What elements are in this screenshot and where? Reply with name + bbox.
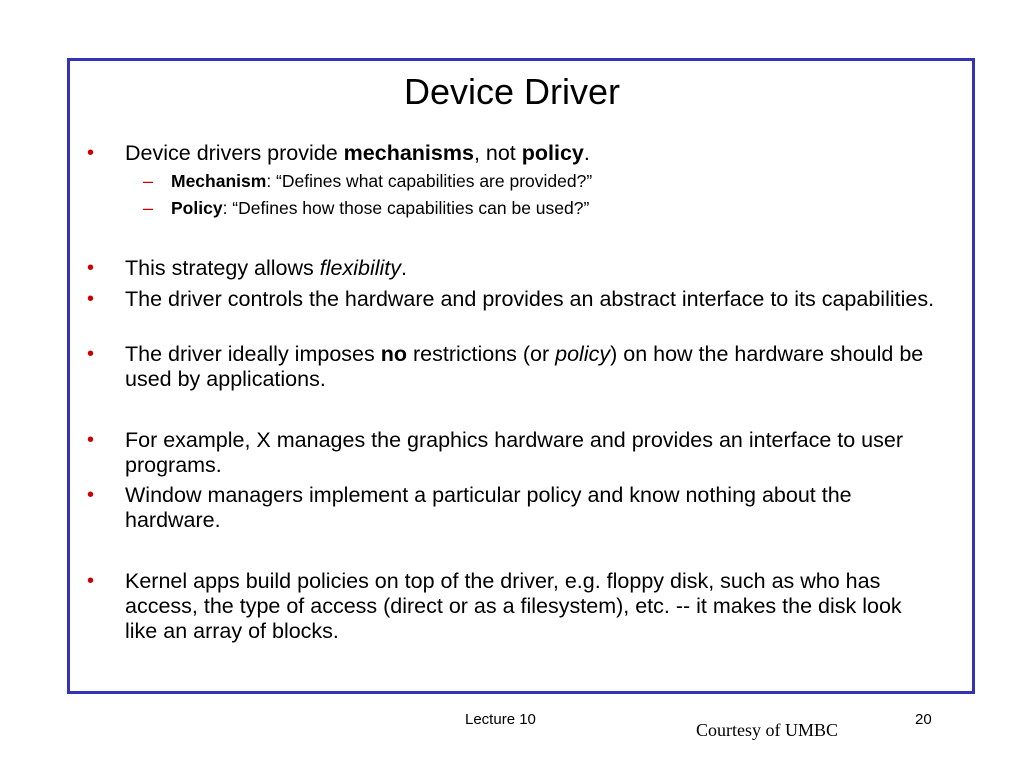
subbullet-mechanism: – Mechanism: “Defines what capabilities are provided?” (143, 171, 593, 191)
bullet-marker: • (87, 484, 95, 506)
bullet-window-managers: • Window managers implement a particular policy and know nothing about the hardware. (87, 483, 852, 532)
bullet-marker: • (87, 142, 95, 164)
bullet-marker: • (87, 570, 95, 592)
bullet-marker: • (87, 257, 95, 279)
bullet-x-example: • For example, X manages the graphics hardware and provides an interface to user programs. (87, 428, 904, 477)
bullet-flexibility: • This strategy allows flexibility. (87, 256, 407, 280)
bullet-kernel-apps: • Kernel apps build policies on top of the driver, e.g. floppy disk, such as who has access, the type of access (direct or as a filesystem), etc. -- it makes the disk look like an array of blocks. (87, 569, 902, 643)
bullet-mechanisms-policy: • Device drivers provide mechanisms, not policy. (87, 141, 590, 165)
footer-courtesy: Courtesy of UMBC (696, 720, 839, 740)
slide-title: Device Driver (403, 71, 621, 112)
bullet-no-restrictions: • The driver ideally imposes no restrictions (or policy) on how the hardware should be used by applications. (87, 342, 924, 391)
bullet-marker: • (87, 429, 95, 451)
subbullet-policy: – Policy: “Defines how those capabilities can be used?” (143, 198, 590, 218)
footer-lecture-label: Lecture 10 (465, 711, 536, 728)
slide-number: 20 (915, 711, 932, 728)
subbullet-marker: – (143, 171, 154, 191)
bullet-driver-controls: • The driver controls the hardware and provides an abstract interface to its capabilities. (87, 287, 935, 311)
bullet-marker: • (87, 343, 95, 365)
bullet-marker: • (87, 288, 95, 310)
subbullet-marker: – (143, 198, 154, 218)
